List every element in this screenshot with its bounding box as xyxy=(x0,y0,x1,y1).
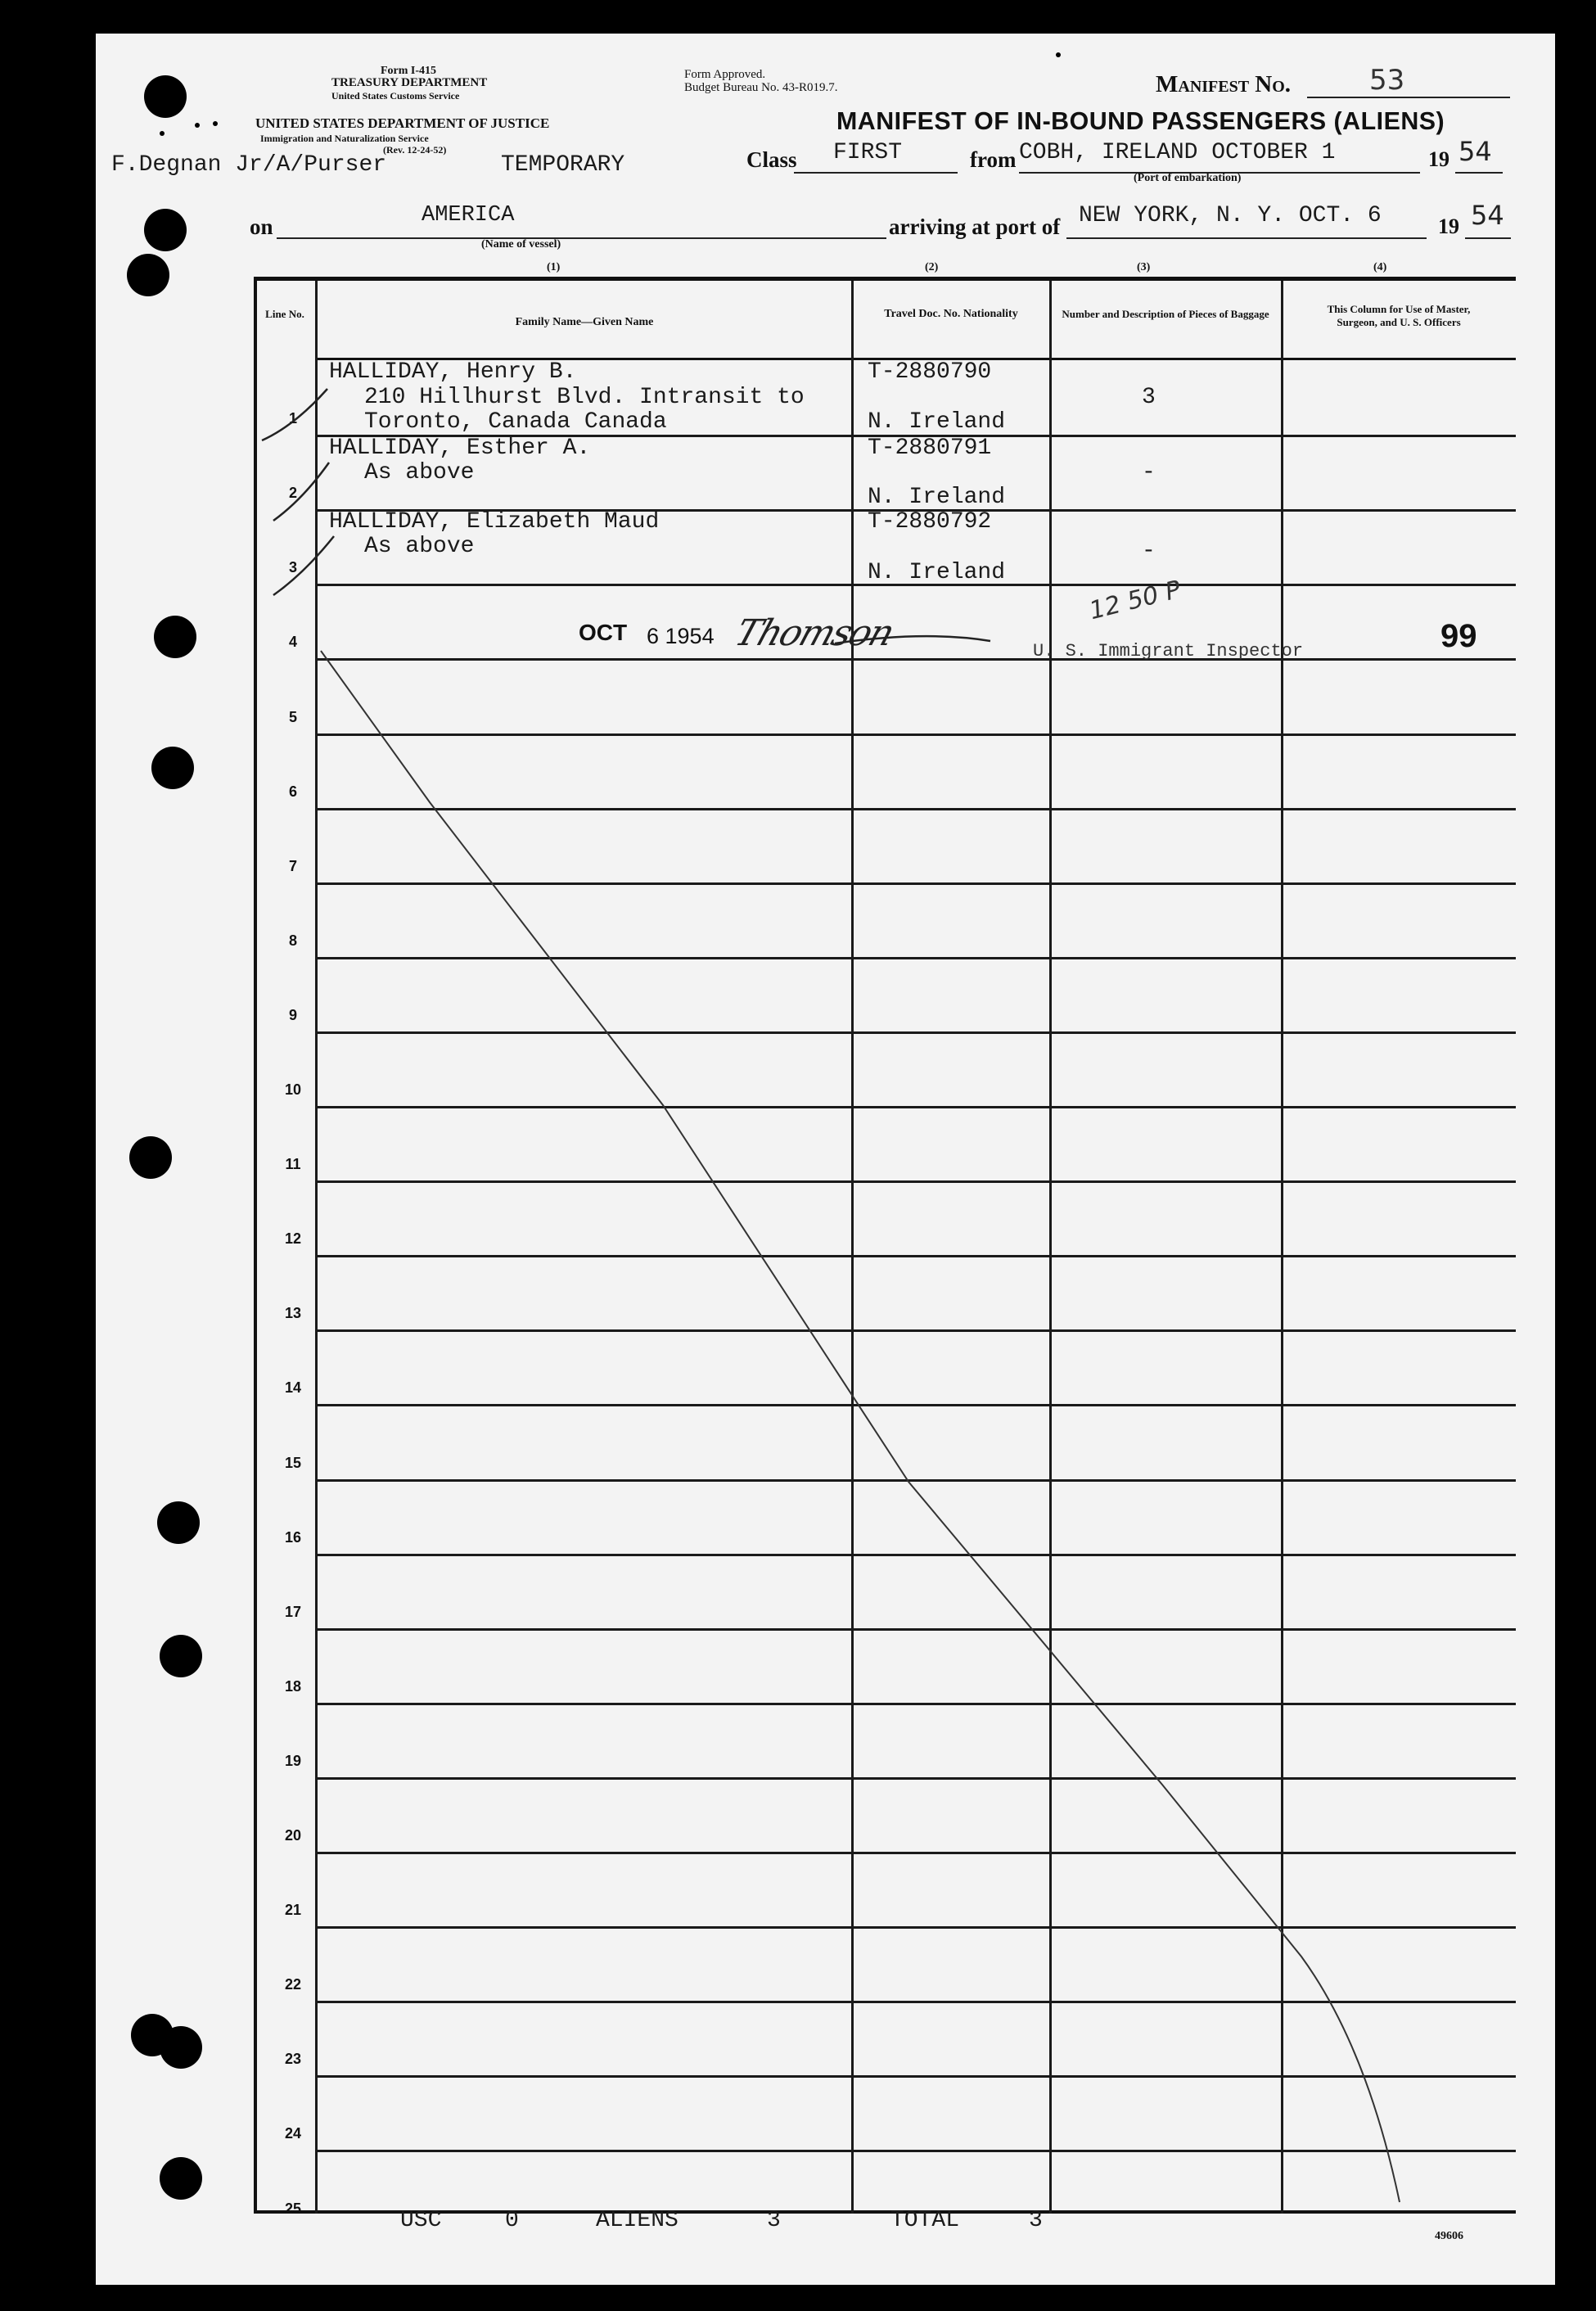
budget-bureau: Budget Bureau No. 43-R019.7. xyxy=(684,81,838,94)
line-number: 17 xyxy=(284,1604,302,1620)
line-number: 12 xyxy=(284,1230,302,1247)
manifest-no-label: Manifest No. xyxy=(1156,71,1292,97)
passenger-address: As above xyxy=(364,534,475,559)
line-number: 13 xyxy=(284,1305,302,1321)
baggage-count: - xyxy=(1142,539,1156,564)
arriving-label: arriving at port of xyxy=(889,214,1061,239)
header-travel-doc: Travel Doc. No. Nationality xyxy=(884,308,1018,320)
class-value: FIRST xyxy=(833,140,903,165)
baggage-count: 3 xyxy=(1142,385,1156,410)
cancel-diagonal xyxy=(321,651,1400,2202)
port-caption: (Port of embarkation) xyxy=(1134,172,1242,184)
column-number-4: (4) xyxy=(1373,261,1387,273)
vessel-caption: (Name of vessel) xyxy=(481,238,561,251)
line-number: 14 xyxy=(284,1379,302,1396)
class-label: Class xyxy=(746,147,797,172)
on-label: on xyxy=(250,214,273,239)
travel-doc-number: T-2880790 xyxy=(868,359,992,385)
column-number-2: (2) xyxy=(925,261,939,273)
total-value: 3 xyxy=(1029,2208,1043,2233)
line-number: 8 xyxy=(288,932,297,949)
header-line-no: Line No. xyxy=(265,308,304,320)
line-number: 6 xyxy=(288,783,297,800)
line-number: 1 xyxy=(288,410,297,427)
travel-doc-number: T-2880792 xyxy=(868,509,992,535)
line-number: 19 xyxy=(284,1753,302,1769)
year-prefix: 19 xyxy=(1428,147,1449,171)
ins-label: Immigration and Naturalization Service xyxy=(260,133,429,144)
header-name: Family Name—Given Name xyxy=(515,316,654,328)
arrival-port: NEW YORK, N. Y. OCT. 6 xyxy=(1079,203,1382,228)
line-number: 25 xyxy=(284,2200,302,2217)
line-number: 24 xyxy=(284,2125,302,2142)
line-number: 21 xyxy=(284,1902,302,1918)
arrival-year: 54 xyxy=(1471,200,1504,231)
header-officers: This Column for Use of Master, Surgeon, and U. S. Officers xyxy=(1327,303,1471,328)
revision-date: (Rev. 12-24-52) xyxy=(383,144,447,156)
line-number: 20 xyxy=(284,1827,302,1844)
line-number: 23 xyxy=(284,2051,302,2067)
purser-name: F.Degnan Jr/A/Purser xyxy=(111,152,387,178)
department-of-justice: UNITED STATES DEPARTMENT OF JUSTICE xyxy=(255,115,550,131)
column-number-1: (1) xyxy=(547,261,561,273)
manifest-number: 53 xyxy=(1369,64,1405,97)
year-value: 54 xyxy=(1458,136,1492,167)
stamp-number: 99 xyxy=(1440,618,1477,654)
inspector-signature: Thomson xyxy=(729,612,899,654)
from-label: from xyxy=(970,147,1017,172)
stamp-time: 12 50 P xyxy=(1086,575,1184,626)
nationality: N. Ireland xyxy=(868,409,1006,435)
arrival-year-prefix: 19 xyxy=(1438,214,1459,238)
passenger-address: 210 Hillhurst Blvd. Intransit to xyxy=(364,385,805,410)
line-number: 5 xyxy=(288,709,297,725)
line-number: 3 xyxy=(288,559,297,575)
treasury-department: TREASURY DEPARTMENT xyxy=(331,76,488,89)
header-baggage: Number and Description of Pieces of Baggage xyxy=(1062,308,1269,320)
inspector-title: U. S. Immigrant Inspector xyxy=(1033,641,1304,661)
line-number: 4 xyxy=(288,634,297,650)
line-number: 22 xyxy=(284,1976,302,1993)
passenger-name: HALLIDAY, Elizabeth Maud xyxy=(329,509,660,535)
total-label: TOTAL xyxy=(890,2208,960,2233)
form-number: Form I-415 xyxy=(381,65,437,77)
temporary-label: TEMPORARY xyxy=(501,152,625,178)
passenger-address: As above xyxy=(364,460,475,485)
signature-underline xyxy=(835,636,990,643)
line-number: 15 xyxy=(284,1455,302,1471)
line-number: 7 xyxy=(288,858,297,874)
row-checkmark xyxy=(273,536,334,595)
form-code: 49606 xyxy=(1435,2230,1463,2242)
usc-value: 0 xyxy=(505,2208,519,2233)
nationality: N. Ireland xyxy=(868,485,1006,510)
line-number: 10 xyxy=(284,1081,302,1098)
column-number-3: (3) xyxy=(1137,261,1151,273)
nationality: N. Ireland xyxy=(868,560,1006,585)
stamp-month: OCT xyxy=(579,620,628,645)
port-of-embarkation: COBH, IRELAND OCTOBER 1 xyxy=(1019,140,1336,165)
line-number: 11 xyxy=(285,1156,301,1172)
vessel-name: AMERICA xyxy=(422,203,515,228)
line-number: 18 xyxy=(284,1678,302,1695)
passenger-name: HALLIDAY, Esther A. xyxy=(329,436,591,461)
usc-label: USC xyxy=(400,2208,442,2233)
line-number: 2 xyxy=(288,485,297,501)
passenger-name: HALLIDAY, Henry B. xyxy=(329,359,577,385)
form-approved: Form Approved. xyxy=(684,68,766,81)
row-checkmark xyxy=(262,389,327,440)
aliens-label: ALIENS xyxy=(596,2208,679,2233)
baggage-count: - xyxy=(1142,460,1156,485)
travel-doc-number: T-2880791 xyxy=(868,436,992,461)
row-checkmark xyxy=(273,463,329,521)
manifest-title: MANIFEST OF IN-BOUND PASSENGERS (ALIENS) xyxy=(836,106,1445,135)
passenger-address-2: Toronto, Canada Canada xyxy=(364,409,667,435)
aliens-value: 3 xyxy=(767,2208,781,2233)
line-number: 16 xyxy=(284,1529,302,1546)
stamp-date: 6 1954 xyxy=(647,624,715,648)
customs-service: United States Customs Service xyxy=(331,90,460,102)
line-number: 9 xyxy=(288,1007,297,1023)
